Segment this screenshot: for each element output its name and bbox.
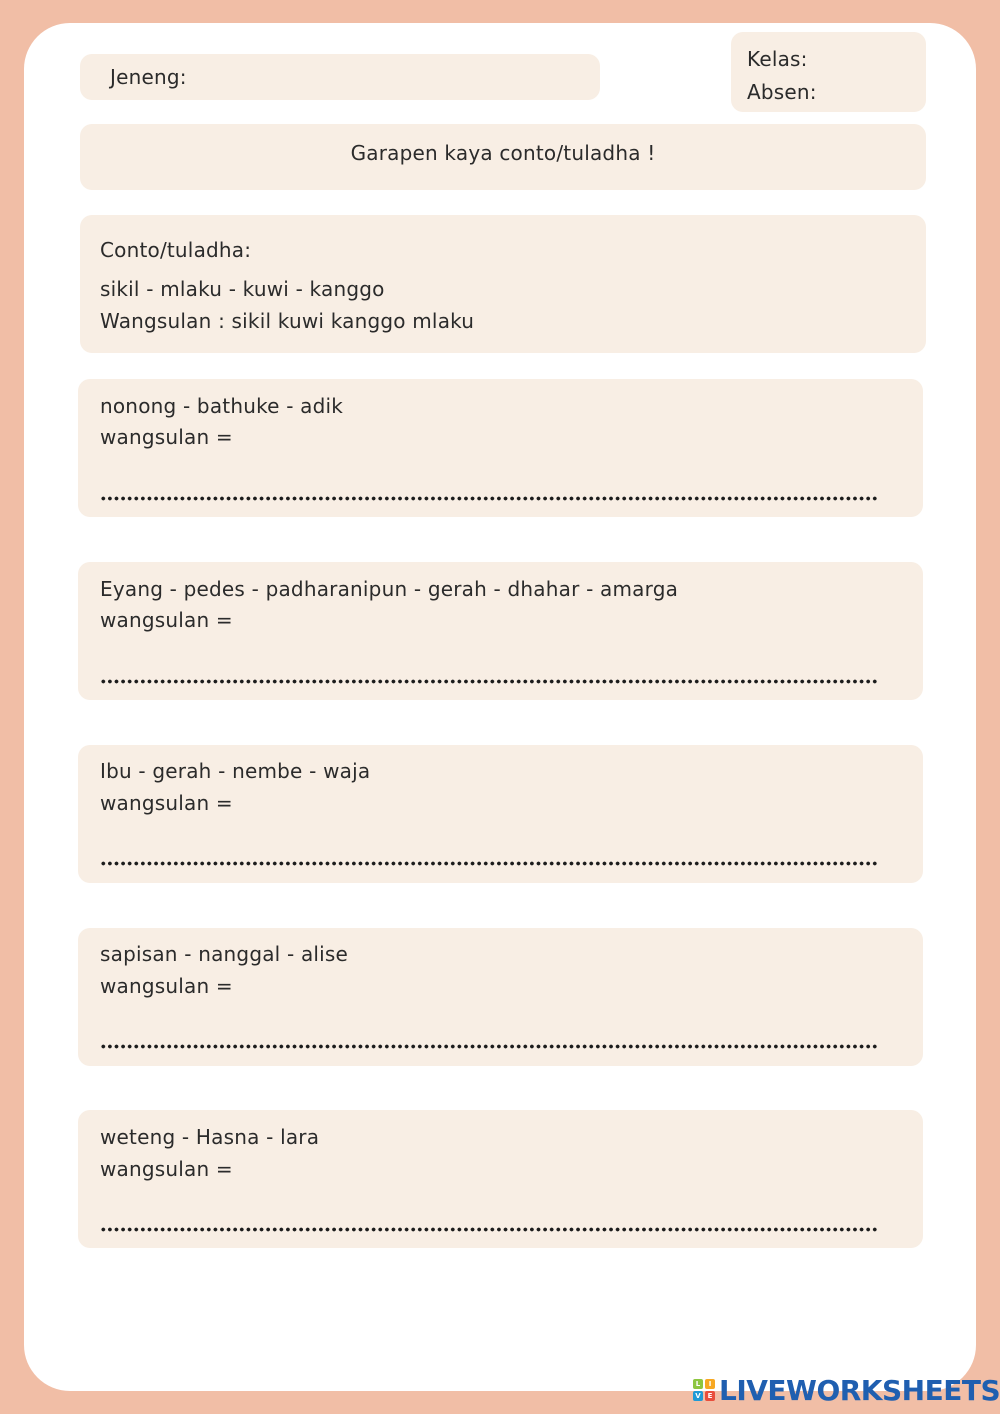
- logo-letter: V: [693, 1391, 703, 1401]
- name-box: [80, 54, 600, 100]
- name-label: Jeneng:: [110, 65, 187, 89]
- logo-letter: I: [705, 1379, 715, 1389]
- question-box-1: [78, 379, 923, 517]
- answer-dotted-line: [100, 1044, 879, 1049]
- question-words: sapisan - nanggal - alise: [100, 942, 349, 966]
- question-words: nonong - bathuke - adik: [100, 394, 344, 418]
- absen-label: Absen:: [747, 80, 817, 104]
- answer-input-5[interactable]: [101, 1192, 885, 1228]
- answer-input-4[interactable]: [101, 1010, 885, 1046]
- answer-input-2[interactable]: [101, 644, 885, 680]
- answer-input-3[interactable]: [101, 827, 885, 863]
- answer-dotted-line: [100, 496, 879, 501]
- answer-label: wangsulan =: [100, 974, 233, 998]
- example-answer: Wangsulan : sikil kuwi kanggo mlaku: [100, 309, 475, 333]
- logo-letter: L: [693, 1379, 703, 1389]
- answer-input-1[interactable]: [101, 461, 885, 497]
- answer-label: wangsulan =: [100, 425, 233, 449]
- example-words: sikil - mlaku - kuwi - kanggo: [100, 277, 385, 301]
- question-box-4: [78, 928, 923, 1066]
- logo-letter: E: [705, 1391, 715, 1401]
- example-box: [80, 215, 926, 353]
- answer-dotted-line: [100, 679, 879, 684]
- class-label: Kelas:: [747, 47, 808, 71]
- logo-text: LIVEWORKSHEETS: [719, 1373, 1000, 1407]
- instruction-text: Garapen kaya conto/tuladha !: [350, 141, 656, 165]
- question-box-2: [78, 562, 923, 700]
- example-title: Conto/tuladha:: [100, 238, 252, 262]
- question-words: weteng - Hasna - lara: [100, 1125, 320, 1149]
- live-logo-mark-icon: [693, 1379, 715, 1401]
- answer-label: wangsulan =: [100, 791, 233, 815]
- question-words: Ibu - gerah - nembe - waja: [100, 759, 371, 783]
- instruction-box: [80, 124, 926, 190]
- question-box-3: [78, 745, 923, 883]
- answer-dotted-line: [100, 861, 879, 866]
- question-words: Eyang - pedes - padharanipun - gerah - dhahar - amarga: [100, 577, 679, 601]
- class-absen-box: [731, 32, 926, 112]
- answer-dotted-line: [100, 1227, 879, 1232]
- answer-label: wangsulan =: [100, 608, 233, 632]
- answer-label: wangsulan =: [100, 1157, 233, 1181]
- liveworksheets-logo: [693, 1374, 1000, 1406]
- question-box-5: [78, 1110, 923, 1248]
